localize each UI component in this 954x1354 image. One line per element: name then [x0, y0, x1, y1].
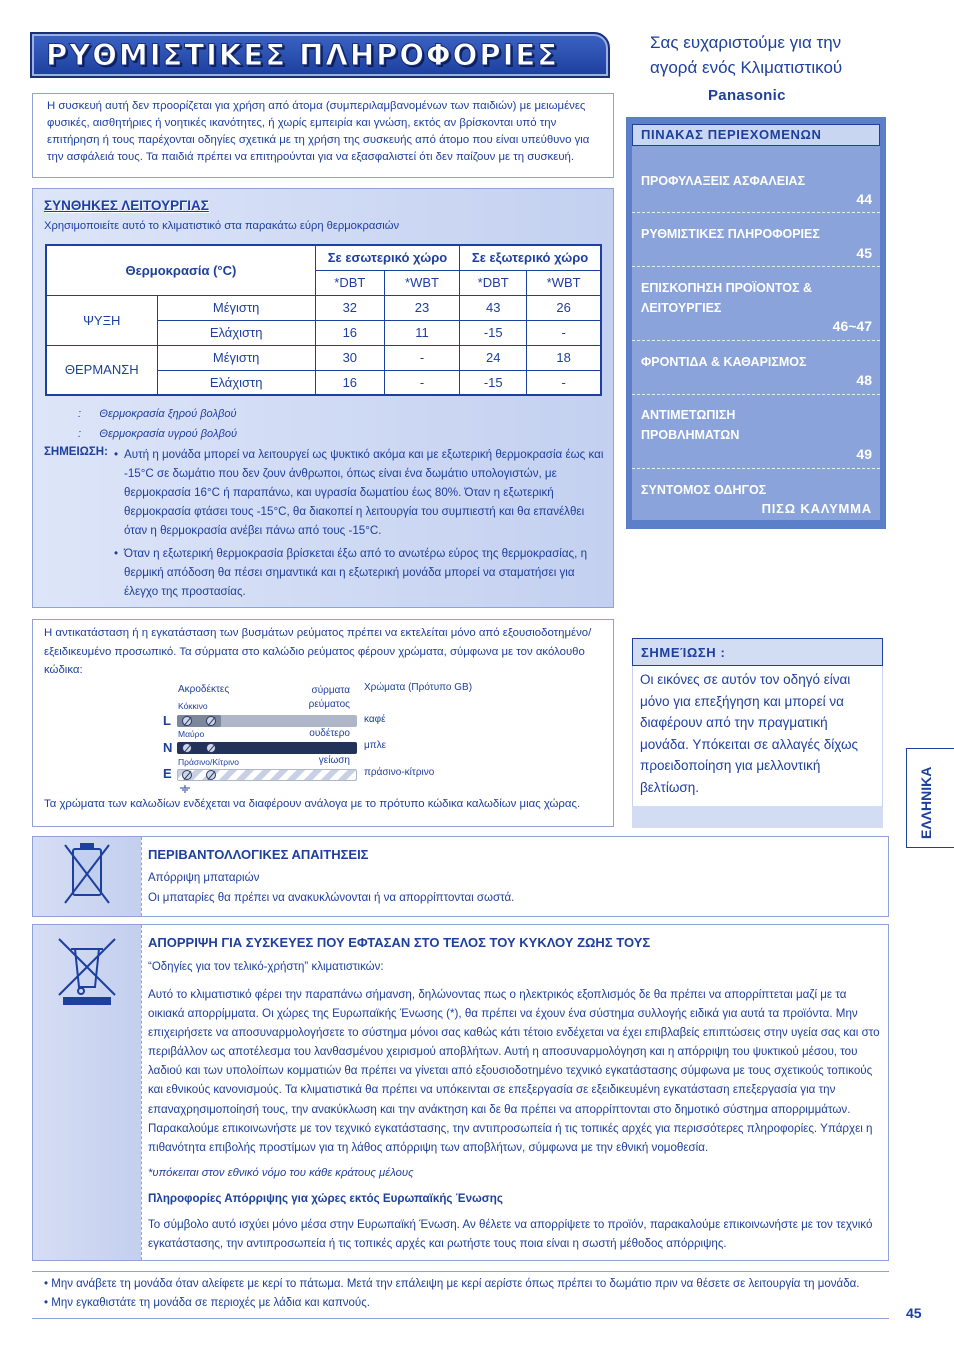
row-label-heating: ΘΕΡΜΑΝΣΗ	[46, 345, 157, 395]
table-cell: 16	[315, 370, 384, 395]
label-neutral: ουδέτερο	[309, 728, 350, 739]
table-row	[46, 345, 601, 370]
toc-title: ΠΙΝΑΚΑΣ ΠΕΡΙΕΧΟΜΕΝΩΝ	[641, 127, 822, 142]
row-sublabel: Μέγιστη	[157, 345, 315, 370]
note-item	[114, 544, 604, 601]
color-blue: μπλε	[364, 740, 387, 751]
environment-subtitle: Απόρριψη μπαταριών	[148, 872, 260, 884]
label-green-yellow: Πράσινο/Κίτρινο	[178, 757, 239, 767]
table-subheader: *WBT	[384, 270, 459, 295]
brand-logo: Panasonic	[708, 87, 786, 104]
bottom-bullet-item	[44, 1278, 859, 1290]
label-black: Μαύρο	[178, 729, 205, 739]
temperature-table	[45, 244, 602, 396]
toc-item-overview[interactable]: ΕΠΙΣΚΟΠΗΣΗ ΠΡΟΪΟΝΤΟΣ & ΛΕΙΤΟΥΡΓΙΕΣ	[641, 281, 813, 315]
crossed-bin-icon	[33, 933, 141, 1013]
label-red: Κόκκινο	[178, 701, 208, 711]
note-text: Οι εικόνες σε αυτόν τον οδηγό είναι μόνο για επεξήγηση και μπορεί να διαφέρουν από την πραγματική μονάδα. Υπόκειται σε αλλαγές δίχως προειδοποίηση για μελλοντική βελτίωση.	[640, 672, 859, 795]
note-text: Όταν η εξωτερική θερμοκρασία βρίσκεται έξω από το ανωτέρω εύρος της θερμοκρασίας, η θερμική απόδοση θα πέσει σημαντικά και η εξωτερική μονάδα μπορεί να σταματήσει για έλεγχο της προστασίας.	[124, 547, 588, 598]
color-brown: καφέ	[364, 714, 386, 725]
bottom-text: Μην ανάβετε τη μονάδα όταν αλείφετε με κερί το πάτωμα. Μετά την επάλειψη με κερί αερίστε όπως πρέπει το δωμάτιο πριν να θέσετε σε λειτουργία τη μονάδα.	[51, 1278, 860, 1290]
disposal-info-text: Το σύμβολο αυτό ισχύει μόνο μέσα στην Ευρωπαϊκή Ένωση. Αν θέλετε να απορρίψετε το προϊόν, παρακαλούμε επικοινωνήστε με τον τεχνικό εγκατάστασης, την αντιπροσωπεία ή τις τοπικές αρχές και ρωτήστε τους ποια είναι η σωστή μέθοδος απόρριψης.	[148, 1218, 873, 1250]
legend-wbt: : Θερμοκρασία υγρού βολβού	[78, 428, 238, 440]
table-cell: -15	[460, 370, 527, 395]
table-cell: 11	[384, 320, 459, 345]
screw-icon	[182, 770, 192, 780]
table-row	[46, 295, 601, 320]
table-cell: 43	[460, 295, 527, 320]
table-cell: -	[384, 370, 459, 395]
table-header-temperature: Θερμοκρασία (°C)	[46, 245, 315, 295]
label-L: L	[163, 713, 171, 728]
table-cell: 32	[315, 295, 384, 320]
disposal-subtitle: “Οδηγίες για τον τελικό-χρήστη” κλιματιστικών:	[148, 961, 384, 973]
table-cell: 16	[315, 320, 384, 345]
toc-item-quick-guide[interactable]: ΣΥΝΤΟΜΟΣ ΟΔΗΓΟΣ	[641, 483, 767, 497]
toc-page: ΠΙΣΩ ΚΑΛΥΜΜΑ	[761, 501, 872, 516]
toc-separator	[632, 468, 880, 469]
table-subheader: *DBT	[460, 270, 527, 295]
toc-page: 49	[856, 446, 872, 462]
legend-dbt: : Θερμοκρασία ξηρού βολβού	[78, 408, 237, 420]
toc-item-troubleshooting[interactable]: ΑΝΤΙΜΕΤΩΠΙΣΗ ΠΡΟΒΛΗΜΑΤΩΝ	[641, 408, 740, 442]
label-E: E	[163, 766, 172, 781]
disposal-icon-area	[33, 925, 141, 1260]
table-cell: 30	[315, 345, 384, 370]
screw-icon	[206, 716, 216, 726]
bottom-bullet-item	[44, 1297, 370, 1309]
table-subheader: *DBT	[315, 270, 384, 295]
bullet: •	[114, 547, 119, 560]
note-item	[114, 445, 604, 540]
label-ground: γείωση	[318, 755, 350, 766]
row-sublabel: Ελάχιστη	[157, 370, 315, 395]
toc-header	[632, 124, 880, 146]
color-green-yellow: πράσινο-κίτρινο	[364, 767, 435, 778]
table-cell: 23	[384, 295, 459, 320]
thanks-text: Σας ευχαριστούμε για την αγορά ενός Κλιματιστικού	[650, 33, 843, 77]
note-header	[632, 638, 883, 666]
toc-separator	[632, 266, 880, 267]
note-title: ΣΗΜΕΊΩΣΗ :	[641, 645, 726, 660]
toc-separator	[632, 394, 880, 395]
screw-icon	[206, 743, 216, 753]
label-colors-gb: Χρώματα (Πρότυπο GB)	[364, 682, 473, 693]
conditions-subtitle: Χρησιμοποιείτε αυτό το κλιματιστικό στα παρακάτω εύρη θερμοκρασιών	[44, 220, 400, 232]
ground-icon	[179, 782, 191, 790]
disposal-footnote: *υπόκειται στον εθνικό νόμο του κάθε κράτους μέλους	[148, 1167, 414, 1179]
toc-item-regulatory[interactable]: ΡΥΘΜΙΣΤΙΚΕΣ ΠΛΗΡΟΦΟΡΙΕΣ	[641, 227, 820, 241]
row-sublabel: Μέγιστη	[157, 295, 315, 320]
page-number: 45	[906, 1305, 922, 1321]
table-cell: 26	[527, 295, 601, 320]
bullet: •	[44, 1297, 49, 1309]
table-cell: -	[527, 370, 601, 395]
toc-page: 48	[856, 372, 872, 388]
toc-separator	[632, 212, 880, 213]
neutral-wire	[177, 742, 357, 754]
screw-icon	[206, 770, 216, 780]
table-cell: 24	[460, 345, 527, 370]
note-label: ΣΗΜΕΙΩΣΗ:	[44, 446, 108, 458]
table-cell: 18	[527, 345, 601, 370]
language-tab[interactable]	[906, 748, 954, 848]
row-sublabel: Ελάχιστη	[157, 320, 315, 345]
label-terminals: Ακροδέκτες	[178, 684, 230, 695]
page-title-banner	[30, 32, 610, 78]
table-subheader: *WBT	[527, 270, 601, 295]
toc-page: 45	[856, 245, 872, 261]
screw-icon	[182, 716, 192, 726]
toc-separator	[632, 340, 880, 341]
divider	[141, 925, 142, 1260]
table-cell: -	[384, 345, 459, 370]
note-panel-footer	[632, 806, 883, 828]
toc-item-safety[interactable]: ΠΡΟΦΥΛΑΞΕΙΣ ΑΣΦΑΛΕΙΑΣ	[641, 174, 806, 188]
label-N: N	[163, 740, 173, 755]
table-header-indoor: Σε εσωτερικό χώρο	[315, 245, 459, 270]
earth-wire	[177, 769, 357, 781]
toc-item-care[interactable]: ΦΡΟΝΤΙΔΑ & ΚΑΘΑΡΙΣΜΟΣ	[641, 355, 807, 369]
language-label: ΕΛΛΗΝΙΚΑ	[918, 766, 934, 839]
wiring-footer: Τα χρώματα των καλωδίων ενδέχεται να διαφέρουν ανάλογα με το πρότυπο κώδικα καλωδίων μιας χώρας.	[44, 798, 581, 810]
disposal-info-title: Πληροφορίες Απόρριψης για χώρες εκτός Ευρωπαϊκής Ένωσης	[148, 1192, 503, 1205]
bottom-text: Μην εγκαθιστάτε τη μονάδα σε περιοχές με λάδια και καπνούς.	[51, 1297, 370, 1309]
table-cell: -15	[460, 320, 527, 345]
environment-text: Οι μπαταρίες θα πρέπει να ανακυκλώνονται ή να απορρίπτονται σωστά.	[148, 892, 515, 904]
disposal-body: Αυτό το κλιματιστικό φέρει την παραπάνω σήμανση, δηλώνοντας πως ο ηλεκτρικός εξοπλισμός δε θα πρέπει να απορρίπτεται μαζί με τα οικιακά απορρίμματα. Οι χώρες της Ευρωπαϊκής Ένωσης (*), θα πρέπει να έχουν ένα σύστημα συλλογής ειδικά για αυτά τα προϊόντα. Μην επιχειρήσετε να αποσυναρμολογήσετε το σύστημα μόνοι σας καθώς κάτι τέτοιο ενδέχεται να έχει επιβλαβείς επιπτώσεις στην υγεία σας και στο περιβάλλον ως αποτέλεσμα του λανθασμένου χειρισμού αποβλήτων. Αυτή η αποσυναρμολόγηση και η απόρριψη του ψυκτικού μέσου, του λαδιού και των υπολοίπων κομματιών θα πρέπει να γίνεται από εξουσιοδοτημένο τεχνικό εγκατάστασης σύμφωνα με τους σχετικούς τοπικούς και εθνικούς κανονισμούς. Τα κλιματιστικά θα πρέπει να υπόκεινται σε επεξεργασία σε εξειδικευμένη εγκατάσταση επεξεργασία για την επαναχρησιμοποίησή τους, την ανακύκλωση και την ανάκτηση και δε θα πρέπει να απορρίπτονται στο δημοτικό σύστημα απορριμμάτων. Παρακαλούμε επικοινωνήστε με τον τεχνικό εγκατάστασης, την αντιπροσωπεία ή τις τοπικές αρχές για περισσότερες πληροφορίες. Υπάρχει η πιθανότητα επιβολής προστίμων για τη λάθος απόρριψη των αποβλήτων, σύμφωνα με την εθνική νομοθεσία.	[148, 988, 880, 1154]
env-icon-area	[33, 837, 141, 916]
screw-icon	[182, 743, 192, 753]
page-title: ΡΥΘΜΙΣΤΙΚΕΣ ΠΛΗΡΟΦΟΡΙΕΣ	[46, 38, 559, 72]
wiring-text: Η αντικατάσταση ή η εγκατάσταση των βυσμάτων ρεύματος πρέπει να εκτελείται μόνο από εξουσιοδοτημένο/εξειδικευμένο προσωπικό. Τα σύρματα στο καλώδιο ρεύματος φέρουν χρώματα, σύμφωνα με τον ακόλουθο κώδικα:	[44, 627, 592, 676]
bullet: •	[114, 448, 119, 461]
note-text: Αυτή η μονάδα μπορεί να λειτουργεί ως ψυκτικό ακόμα και με εξωτερική θερμοκρασία έως και -15°C σε δωμάτιο που δεν ζουν άνθρωποι, όπως είναι ένα δωμάτιο υπολογιστών, με θερμοκρασία 16°C ή παραπάνω, και υγρασία δωματίου έως 80%. Όταν η εξωτερική θερμοκρασία φτάσει τους -15°C, θα διακοπεί η λειτουργία του συμπιεστή και θα επανέλθει όταν η θερμοκρασία ανέβει πάνω από τους -15°C.	[124, 448, 604, 537]
toc-page: 44	[856, 191, 872, 207]
intro-paragraph: Η συσκευή αυτή δεν προορίζεται για χρήση από άτομα (συμπεριλαμβανομένων των παιδιών) με μειωμένες φυσικές, αισθητήριες ή νοητικές ικανότητες, ή χωρίς εμπειρία και γνώση, εκτός αν βρίσκονται υπό την επιτήρηση ή τους παρέχονται οδηγίες σχετικά με τη χρήση της συσκευής από άτομο που είναι υπεύθυνο για την ασφάλειά τους. Τα παιδιά πρέπει να επιτηρούνται για να εξασφαλιστεί ότι δεν παίζουν με τη συσκευή.	[32, 93, 614, 178]
environment-title: ΠΕΡΙΒΑΝΤΟΛΛΟΓΙΚΕΣ ΑΠΑΙΤΗΣΕΙΣ	[148, 847, 369, 862]
conditions-title: ΣΥΝΘΗΚΕΣ ΛΕΙΤΟΥΡΓΙΑΣ	[44, 198, 209, 213]
bullet: •	[44, 1278, 49, 1290]
table-legend	[78, 404, 237, 444]
toc-page: 46~47	[832, 318, 872, 334]
label-power-wires: σύρματα ρεύματος	[308, 685, 350, 710]
divider	[141, 837, 142, 916]
battery-bin-icon	[33, 837, 141, 916]
table-cell: -	[527, 320, 601, 345]
row-label-cooling: ΨΥΞΗ	[46, 295, 157, 345]
table-header-outdoor: Σε εξωτερικό χώρο	[460, 245, 601, 270]
disposal-title: ΑΠΟΡΡΙΨΗ ΓΙΑ ΣΥΣΚΕΥΕΣ ΠΟΥ ΕΦΤΑΣΑΝ ΣΤΟ ΤΕΛΟΣ ΤΟΥ ΚΥΚΛΟΥ ΖΩΗΣ ΤΟΥΣ	[148, 935, 651, 950]
